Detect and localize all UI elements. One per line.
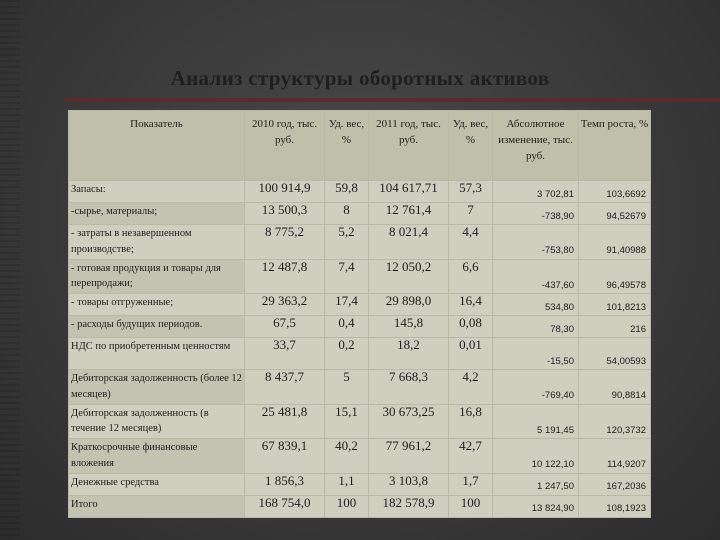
share-2010-cell: 100 — [325, 495, 369, 517]
growth-rate-cell: 94,52679 — [579, 203, 651, 225]
abs-change-cell: 3 702,81 — [493, 181, 579, 203]
assets-table — [68, 110, 651, 518]
table-row — [69, 404, 651, 439]
abs-change-cell: -769,40 — [493, 370, 579, 405]
growth-rate-cell: 103,6692 — [579, 181, 651, 203]
growth-rate-cell: 101,8213 — [579, 294, 651, 316]
abs-change-cell: -753,80 — [493, 225, 579, 260]
growth-rate-cell: 90,8814 — [579, 370, 651, 405]
label-cell: Краткосрочные финансовые вложения — [69, 439, 245, 474]
table-row — [69, 473, 651, 495]
table-row — [69, 181, 651, 203]
growth-rate-cell: 216 — [579, 316, 651, 338]
value-2010-cell: 33,7 — [245, 338, 325, 370]
table-row — [69, 495, 651, 517]
growth-rate-cell: 167,2036 — [579, 473, 651, 495]
table-row — [69, 316, 651, 338]
table-row — [69, 370, 651, 405]
table-row — [69, 225, 651, 260]
slide-title: Анализ структуры оборотных активов — [170, 66, 550, 90]
abs-change-cell: 13 824,90 — [493, 495, 579, 517]
share-2010-cell: 0,2 — [325, 338, 369, 370]
share-2011-cell: 57,3 — [449, 181, 493, 203]
share-2010-cell: 7,4 — [325, 259, 369, 294]
table-header-row — [69, 111, 651, 181]
label-cell: Итого — [69, 495, 245, 517]
value-2011-cell: 18,2 — [369, 338, 449, 370]
share-2010-cell: 5 — [325, 370, 369, 405]
header-2010: 2010 год, тыс. руб. — [245, 111, 325, 181]
value-2011-cell: 104 617,71 — [369, 181, 449, 203]
share-2010-cell: 5,2 — [325, 225, 369, 260]
header-share-2011: Уд. вес, % — [449, 111, 493, 181]
value-2010-cell: 12 487,8 — [245, 259, 325, 294]
header-abs-change: Абсолютное изменение, тыс. руб. — [493, 111, 579, 181]
value-2010-cell: 8 775,2 — [245, 225, 325, 260]
label-cell: - товары отгруженные; — [69, 294, 245, 316]
label-cell: Запасы: — [69, 181, 245, 203]
abs-change-cell: -738,90 — [493, 203, 579, 225]
share-2011-cell: 1,7 — [449, 473, 493, 495]
abs-change-cell: 534,80 — [493, 294, 579, 316]
abs-change-cell: 10 122,10 — [493, 439, 579, 474]
value-2010-cell: 25 481,8 — [245, 404, 325, 439]
value-2010-cell: 13 500,3 — [245, 203, 325, 225]
value-2010-cell: 67 839,1 — [245, 439, 325, 474]
abs-change-cell: -437,60 — [493, 259, 579, 294]
growth-rate-cell: 96,49578 — [579, 259, 651, 294]
table-row — [69, 439, 651, 474]
label-cell: - расходы будущих периодов. — [69, 316, 245, 338]
share-2011-cell: 4,2 — [449, 370, 493, 405]
header-2011: 2011 год, тыс. руб. — [369, 111, 449, 181]
abs-change-cell: 5 191,45 — [493, 404, 579, 439]
value-2010-cell: 29 363,2 — [245, 294, 325, 316]
share-2011-cell: 0,01 — [449, 338, 493, 370]
growth-rate-cell: 114,9207 — [579, 439, 651, 474]
share-2010-cell: 17,4 — [325, 294, 369, 316]
growth-rate-cell: 91,40988 — [579, 225, 651, 260]
share-2010-cell: 0,4 — [325, 316, 369, 338]
share-2011-cell: 16,4 — [449, 294, 493, 316]
label-cell: - затраты в незавершенном производстве; — [69, 225, 245, 260]
value-2010-cell: 1 856,3 — [245, 473, 325, 495]
value-2011-cell: 77 961,2 — [369, 439, 449, 474]
label-cell: НДС по приобретенным ценностям — [69, 338, 245, 370]
growth-rate-cell: 120,3732 — [579, 404, 651, 439]
value-2010-cell: 8 437,7 — [245, 370, 325, 405]
value-2011-cell: 3 103,8 — [369, 473, 449, 495]
share-2011-cell: 6,6 — [449, 259, 493, 294]
share-2011-cell: 100 — [449, 495, 493, 517]
value-2010-cell: 100 914,9 — [245, 181, 325, 203]
header-share-2010: Уд. вес, % — [325, 111, 369, 181]
value-2011-cell: 7 668,3 — [369, 370, 449, 405]
growth-rate-cell: 54,00593 — [579, 338, 651, 370]
header-growth-rate: Темп роста, % — [579, 111, 651, 181]
table-row — [69, 203, 651, 225]
label-cell: Денежные средства — [69, 473, 245, 495]
value-2011-cell: 12 050,2 — [369, 259, 449, 294]
header-indicator: Показатель — [69, 111, 245, 181]
table-row — [69, 338, 651, 370]
table-row — [69, 294, 651, 316]
value-2011-cell: 145,8 — [369, 316, 449, 338]
share-2011-cell: 0,08 — [449, 316, 493, 338]
value-2010-cell: 67,5 — [245, 316, 325, 338]
label-cell: Дебиторская задолженность (в течение 12 месяцев) — [69, 404, 245, 439]
share-2010-cell: 1,1 — [325, 473, 369, 495]
label-cell: - готовая продукция и товары для перепродажи; — [69, 259, 245, 294]
share-2011-cell: 16,8 — [449, 404, 493, 439]
label-cell: Дебиторская задолженность (более 12 месяцев) — [69, 370, 245, 405]
value-2011-cell: 12 761,4 — [369, 203, 449, 225]
abs-change-cell: -15,50 — [493, 338, 579, 370]
label-cell: -сырье, материалы; — [69, 203, 245, 225]
share-2010-cell: 40,2 — [325, 439, 369, 474]
value-2011-cell: 182 578,9 — [369, 495, 449, 517]
title-underline — [65, 98, 720, 102]
share-2011-cell: 42,7 — [449, 439, 493, 474]
value-2011-cell: 8 021,4 — [369, 225, 449, 260]
abs-change-cell: 78,30 — [493, 316, 579, 338]
value-2010-cell: 168 754,0 — [245, 495, 325, 517]
value-2011-cell: 29 898,0 — [369, 294, 449, 316]
share-2011-cell: 4,4 — [449, 225, 493, 260]
table-row — [69, 259, 651, 294]
share-2011-cell: 7 — [449, 203, 493, 225]
share-2010-cell: 15,1 — [325, 404, 369, 439]
share-2010-cell: 8 — [325, 203, 369, 225]
share-2010-cell: 59,8 — [325, 181, 369, 203]
growth-rate-cell: 108,1923 — [579, 495, 651, 517]
abs-change-cell: 1 247,50 — [493, 473, 579, 495]
value-2011-cell: 30 673,25 — [369, 404, 449, 439]
